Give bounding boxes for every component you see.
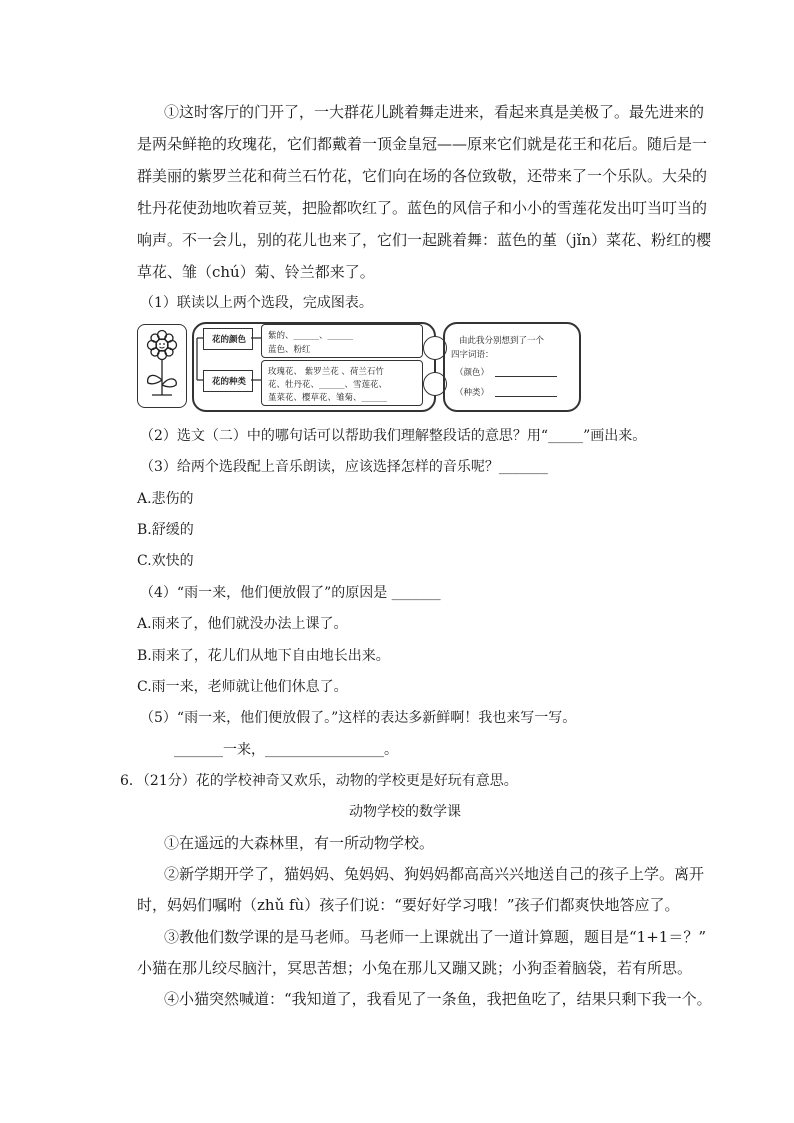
passage-line-1: ①这时客厅的门开了，一大群花儿跳着舞走进来，看起来真是美极了。最先进来的 [164, 103, 705, 121]
kind-label: 花的种类 [212, 377, 247, 387]
kind-line-2: 花、牡丹花、______、雪莲花、 [268, 380, 388, 390]
right-capsule [443, 322, 581, 412]
passage-line-6: 草花、雏（chú）菊、铃兰都来了。 [137, 263, 375, 281]
right-color-blank [495, 376, 557, 377]
right-title: 由此我分别想到了一个 [459, 336, 545, 346]
story-p4: ④小猫突然喊道：“我知道了，我看见了一条鱼，我把鱼吃了，结果只剩下我一个。 [164, 990, 712, 1008]
right-kind-blank [495, 396, 557, 397]
story-title: 动物学校的数学课 [349, 804, 461, 820]
story-p2-line1: ②新学期开学了，猫妈妈、兔妈妈、狗妈妈都高高兴兴地送自己的孩子上学。离开 [164, 865, 705, 883]
story-p2-line2: 时，妈妈们嘱咐（zhǔ fù）孩子们说：“要好好学习哦！”孩子们都爽快地答应了。 [137, 896, 680, 914]
passage-line-3: 群美丽的紫罗兰花和荷兰石竹花，它们向在场的各位致敬，还带来了一个乐队。大朵的 [137, 167, 708, 185]
question-5: （5）“雨一来，他们便放假了。”这样的表达多新鲜啊！我也来写一写。 [140, 710, 577, 726]
q4-option-c: C.雨一来，老师就让他们休息了。 [137, 679, 348, 695]
q4-option-a: A.雨来了，他们就没办法上课了。 [137, 616, 348, 632]
q4-option-b: B.雨来了，花儿们从地下自由地长出来。 [137, 648, 390, 664]
question-5-blank: _______一来，_________________。 [174, 742, 398, 758]
kind-line-3: 堇菜花、樱草花、雏菊、______ [268, 393, 388, 403]
kind-line-1: 玫瑰花、 紫罗兰花 、荷兰石竹 [268, 367, 384, 377]
color-line-2: 蓝色、粉红 [268, 345, 311, 355]
passage-line-4: 牡丹花使劲地吹着豆荚，把脸都吹红了。蓝色的风信子和小小的雪莲花发出叮当叮当的 [137, 199, 708, 217]
question-1: （1）联读以上两个选段，完成图表。 [140, 295, 373, 311]
q3-option-b: B.舒缓的 [137, 522, 194, 538]
question-4: （4）“雨一来，他们便放假了”的原因是 _______ [140, 585, 441, 601]
q3-option-a: A.悲伤的 [137, 491, 194, 507]
question-3: （3）给两个选段配上音乐朗读，应该选择怎样的音乐呢？_______ [140, 459, 548, 475]
passage-line-5: 响声。不一会儿，别的花儿也来了，它们一起跳着舞：蓝色的堇（jǐn）菜花、粉红的樱 [137, 231, 712, 249]
right-subtitle: 四字词语： [451, 350, 494, 360]
story-p3-line1: ③教他们数学课的是马老师。马老师一上课就出了一道计算题，题目是“1+1＝？” [164, 928, 706, 946]
flower-chart-diagram [137, 322, 581, 412]
passage-line-2: 是两朵鲜艳的玫瑰花，它们都戴着一顶金皇冠——原来它们就是花王和花后。随后是一 [137, 135, 708, 153]
question-6: 6．（21分）花的学校神奇又欢乐，动物的学校更是好玩有意思。 [120, 773, 518, 789]
right-color-label: （颜色） [455, 368, 490, 378]
question-2: （2）选文（二）中的哪句话可以帮助我们理解整段话的意思？用“_____”画出来。 [140, 428, 647, 444]
story-p3-line2: 小猫在那儿绞尽脑汁，冥思苦想；小兔在那儿又蹦又跳；小狗歪着脑袋，若有所思。 [137, 959, 693, 977]
story-p1: ①在遥远的大森林里，有一所动物学校。 [164, 834, 435, 852]
q3-option-c: C.欢快的 [137, 553, 194, 569]
right-kind-label: （种类） [455, 388, 490, 398]
color-label: 花的颜色 [212, 335, 247, 345]
color-line-1: 紫的、______、______ [268, 331, 354, 341]
